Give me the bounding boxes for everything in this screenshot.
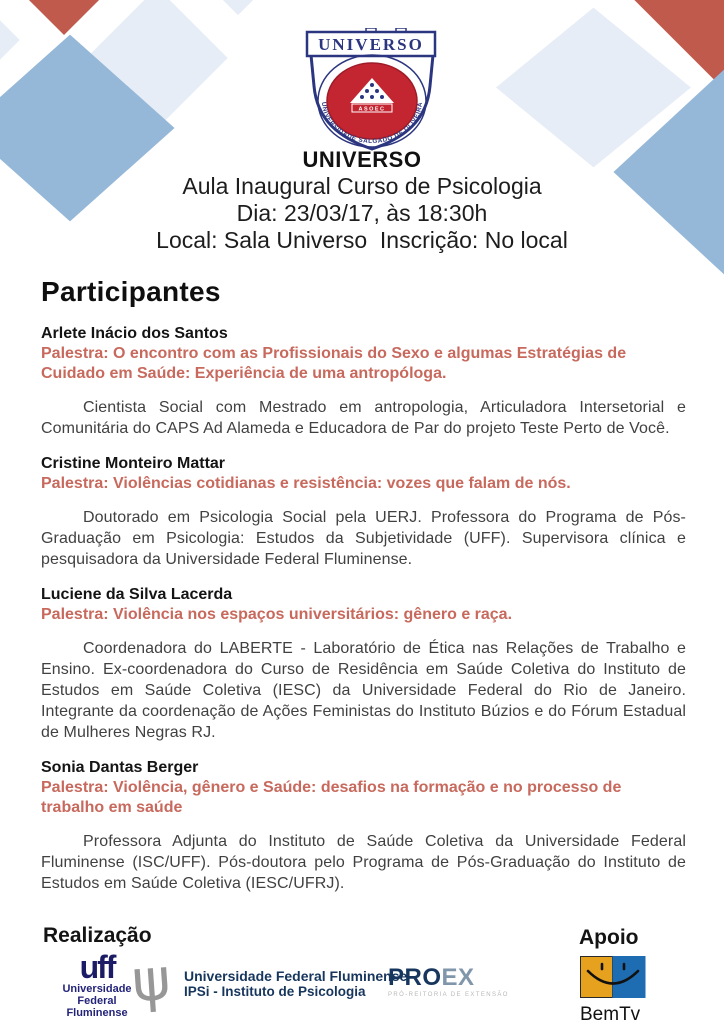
participant-bio: Cientista Social com Mestrado em antropologia, Articuladora Intersetorial e Comunitária do CAPS Ad Alameda e Educadora de Par do projeto Teste Perto de Você. [41, 399, 686, 437]
participant-bio: Coordenadora do LABERTE - Laboratório de Ética nas Relações de Trabalho e Ensino. Ex-coordenadora do Curso de Residência em Saúde Coletiva do Instituto de Estudos em Saúde Coletiva (IESC) da Universidade Federal do Rio de Janeiro. Integrante da coordenação de Ações Feministas do Instituto Búzios e do Fórum Estadual de Mulheres Negras RJ. [41, 640, 686, 741]
participant-name: Cristine Monteiro Mattar [41, 455, 226, 472]
uff-text-line: Fluminense [66, 1007, 128, 1019]
deco-diamond-red-left [0, 0, 129, 35]
participant-talk: Palestra: Violências cotidianas e resistência: vozes que falam de nós. [41, 475, 571, 492]
ipsi-line1: Universidade Federal Fluminense [184, 968, 408, 984]
participant-talk: Palestra: Violência, gênero e Saúde: desafios na formação e no processo de trabalho em saúde [41, 779, 622, 816]
event-title: UNIVERSO [302, 147, 422, 172]
realizacao-heading: Realização [43, 924, 152, 947]
participant-entry [41, 758, 686, 894]
uff-wordmark: uff [79, 949, 115, 985]
bemtv-label: BemTv [580, 1004, 641, 1024]
participant-name: Arlete Inácio dos Santos [41, 325, 228, 342]
deco-diamond-light-top-tip [207, 0, 269, 15]
participant-entry [41, 454, 686, 570]
event-header [0, 147, 724, 254]
participant-talk: Palestra: Violência nos espaços universitários: gênero e raça. [41, 606, 513, 623]
universo-crest-logo [300, 28, 444, 159]
participant-talk: Palestra: O encontro com as Profissionais do Sexo e algumas Estratégias de Cuidado em Saúde: Experiência de uma antropóloga. [41, 345, 627, 382]
banner-wordmark: UNIVERSO [318, 35, 424, 54]
participant-entry [41, 324, 686, 439]
participant-bio: Doutorado em Psicologia Social pela UERJ. Professora do Programa de Pós-Graduação em Psicologia: Estudos da Subjetividade (UFF). Supervisora clínica e pesquisadora da Universidade Federal Fluminense. [41, 509, 686, 568]
participant-name: Luciene da Silva Lacerda [41, 586, 233, 603]
participant-entry [41, 585, 686, 743]
proex-wordmark [388, 966, 509, 990]
event-date: Dia: 23/03/17, às 18:30h [236, 200, 488, 226]
crest-band-text: ASOEC [358, 106, 386, 113]
event-location: Local: Sala Universo Inscrição: No local [156, 227, 568, 253]
ipsi-logo [184, 969, 407, 999]
participants-heading: Participantes [41, 276, 221, 307]
proex-subtitle: PRÓ-REITORIA DE EXTENSÃO [388, 992, 509, 998]
ipsi-line2: IPSi - Instituto de Psicologia [184, 984, 366, 999]
proex-pro: PRO [388, 964, 442, 991]
participant-bio: Professora Adjunta do Instituto de Saúde Coletiva da Universidade Federal Fluminense (ISC/UFF). Pós-doutora pelo Programa de Pós-Graduação do Instituto de Estudos em Saúde Coletiva (IESC/UFRJ). [41, 833, 686, 892]
event-subtitle: Aula Inaugural Curso de Psicologia [182, 173, 542, 199]
bemtv-logo [580, 956, 652, 1024]
proex-ex: EX [441, 964, 475, 991]
bemtv-face-icon [580, 956, 646, 999]
crest-arc-text: UNIVERSIDADE SALGADO DE OLIVEIRA [319, 101, 425, 146]
proex-logo [388, 966, 509, 998]
apoio-heading: Apoio [579, 926, 639, 949]
crest-svg [300, 28, 444, 154]
participants-section [41, 276, 686, 909]
uff-text-line: Federal [77, 995, 117, 1007]
psi-icon: ψ [129, 944, 173, 1016]
uff-text-line: Universidade [62, 983, 132, 995]
participant-name: Sonia Dantas Berger [41, 759, 199, 776]
